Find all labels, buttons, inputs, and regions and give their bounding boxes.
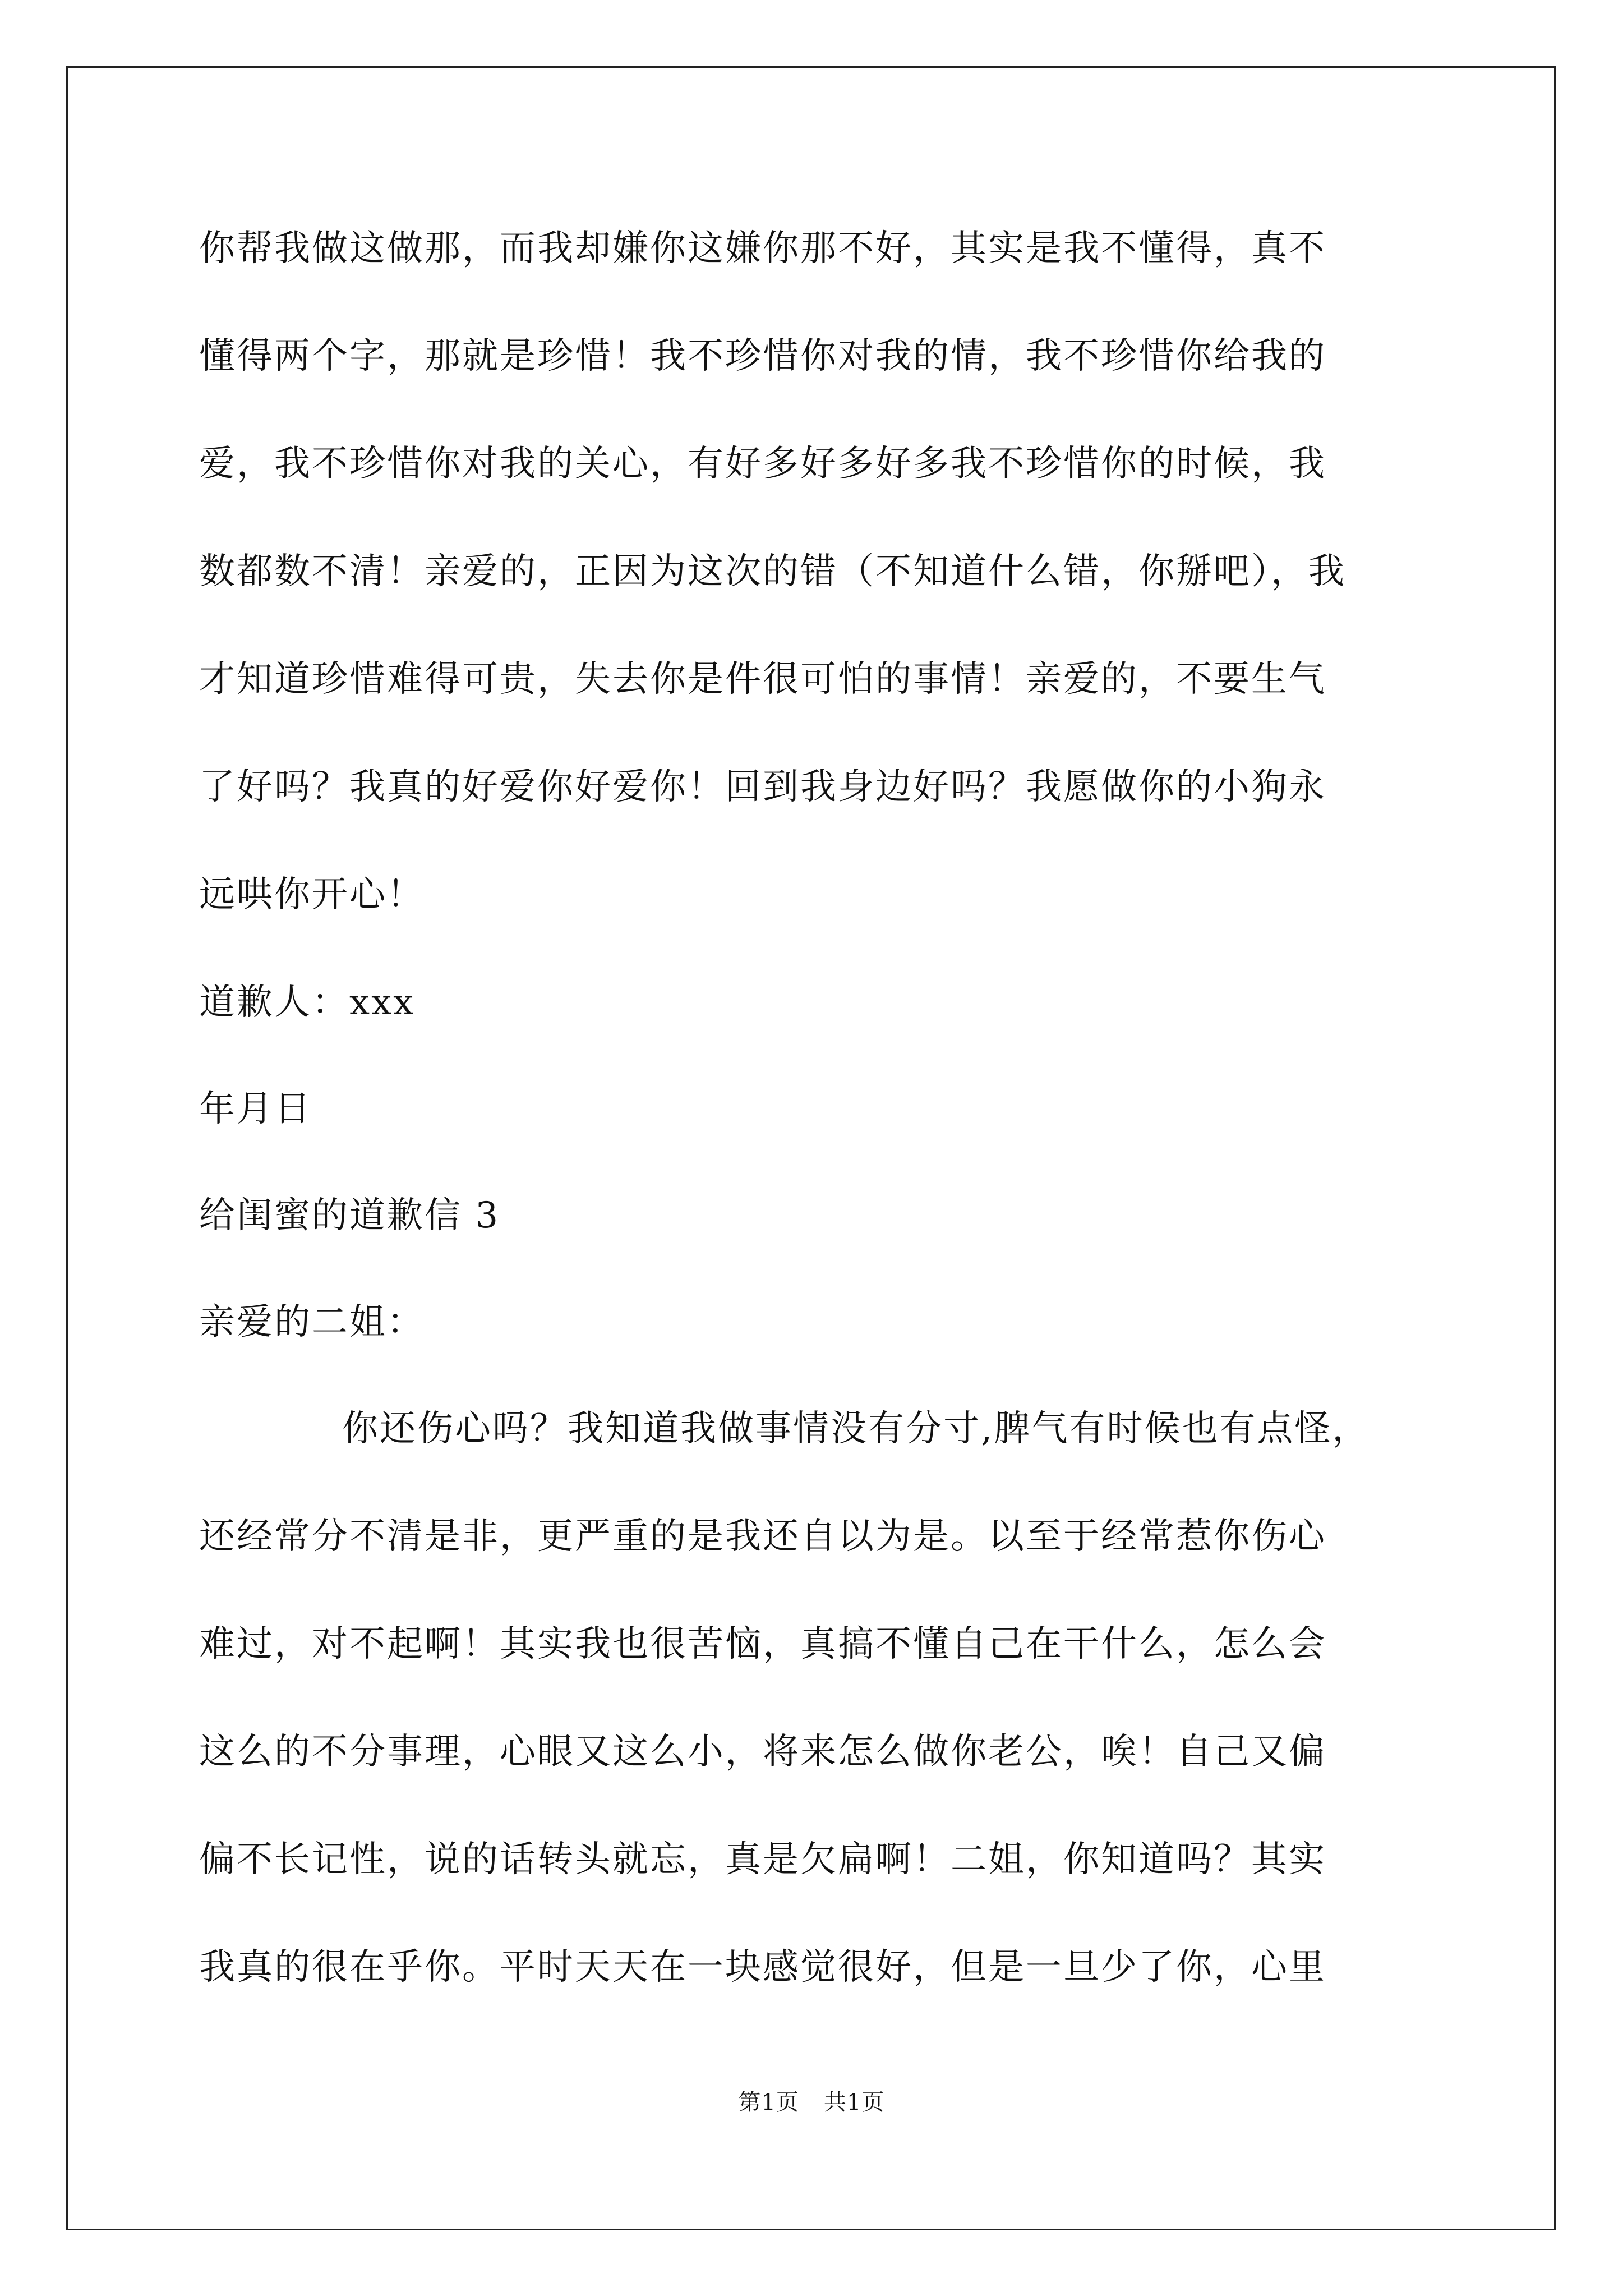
text-line: 你帮我做这做那，而我却嫌你这嫌你那不好，其实是我不懂得，真不 bbox=[199, 228, 1326, 269]
text-line: 爱，我不珍惜你对我的关心，有好多好多好多我不珍惜你的时候，我 bbox=[199, 443, 1326, 485]
text-line: 偏不长记性，说的话转头就忘，真是欠扁啊！二姐，你知道吗？其实 bbox=[199, 1839, 1326, 1880]
salutation: 亲爱的二姐： bbox=[199, 1301, 425, 1343]
text-line: 还经常分不清是非，更严重的是我还自以为是。以至于经常惹你伤心 bbox=[199, 1516, 1326, 1557]
text-line: 难过，对不起啊！其实我也很苦恼，真搞不懂自己在干什么，怎么会 bbox=[199, 1623, 1326, 1665]
text-line: 远哄你开心！ bbox=[199, 874, 425, 915]
date-line: 年月日 bbox=[199, 1088, 312, 1130]
text-line: 数都数不清！亲爱的，正因为这次的错（不知道什么错，你掰吧），我 bbox=[199, 551, 1346, 592]
page-footer bbox=[0, 2087, 1623, 2118]
section-title: 给闺蜜的道歉信 3 bbox=[199, 1195, 500, 1236]
page-total: 共1页 bbox=[824, 2090, 885, 2115]
signature-line: 道歉人：xxx bbox=[199, 982, 416, 1023]
text-line: 才知道珍惜难得可贵，失去你是件很可怕的事情！亲爱的，不要生气 bbox=[199, 659, 1326, 700]
text-line: 懂得两个字，那就是珍惜！我不珍惜你对我的情，我不珍惜你给我的 bbox=[199, 335, 1326, 377]
text-line: 我真的很在乎你。平时天天在一块感觉很好，但是一旦少了你，心里 bbox=[199, 1947, 1326, 1988]
paragraph-first-line: 你还伤心吗？我知道我做事情没有分寸,脾气有时候也有点怪， bbox=[342, 1408, 1370, 1450]
text-line: 了好吗？我真的好爱你好爱你！回到我身边好吗？我愿做你的小狗永 bbox=[199, 766, 1326, 808]
page-number: 第1页 bbox=[738, 2090, 799, 2115]
page-border bbox=[66, 66, 1556, 2230]
text-line: 这么的不分事理，心眼又这么小，将来怎么做你老公，唉！自己又偏 bbox=[199, 1731, 1326, 1773]
